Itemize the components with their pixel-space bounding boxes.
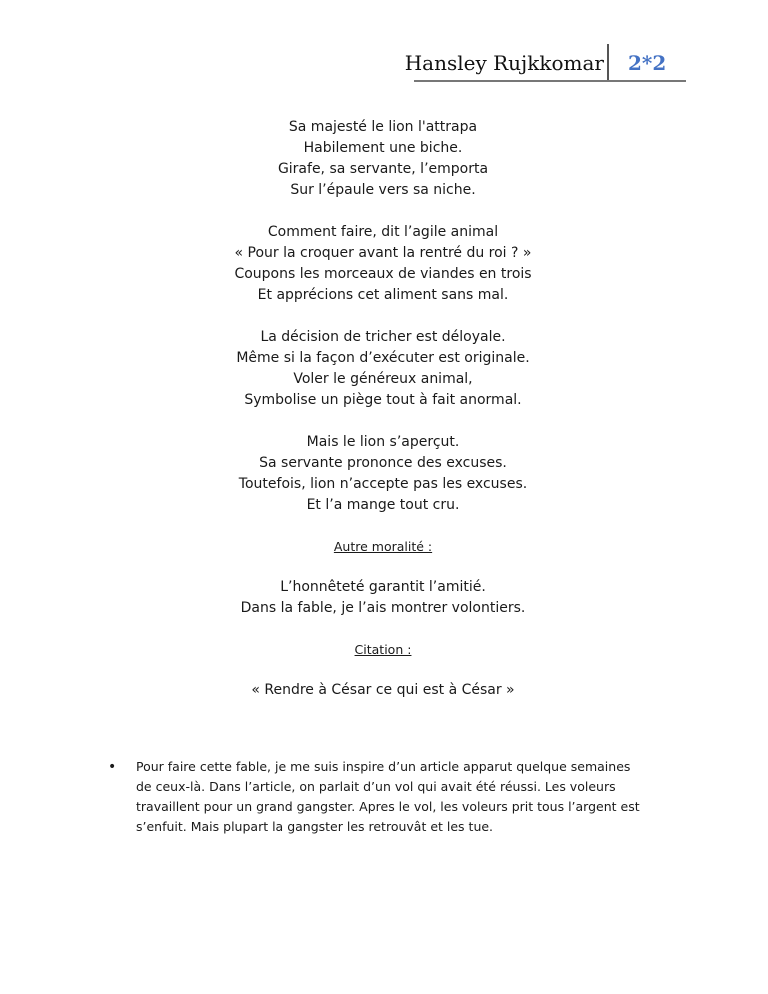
citation-text: « Rendre à César ce qui est à César »	[251, 682, 515, 698]
poem-line: Voler le généreux animal,	[293, 371, 473, 387]
poem-line: Girafe, sa servante, l’emporta	[277, 161, 489, 177]
poem-line: Sa servante prononce des excuses.	[259, 455, 507, 471]
poem-line: Sur l’épaule vers sa niche.	[290, 182, 476, 198]
stanza	[150, 432, 616, 516]
page-header	[0, 0, 768, 84]
poem-line: Même si la façon d’exécuter est originale.	[236, 350, 530, 366]
note-item	[108, 757, 648, 837]
note-list	[108, 757, 648, 837]
stanza	[150, 117, 616, 201]
header-rule	[414, 80, 686, 82]
poem-line: La décision de tricher est déloyale.	[260, 329, 506, 345]
poem-line: Symbolise un piège tout à fait anormal.	[244, 392, 522, 408]
poem-line: « Pour la croquer avant la rentré du roi ? »	[234, 245, 532, 261]
bullet-icon: •	[108, 759, 117, 775]
poem-line: Mais le lion s’aperçut.	[306, 434, 460, 450]
stanza	[150, 327, 616, 411]
stanza	[150, 222, 616, 306]
poem-line: Comment faire, dit l’agile animal	[267, 224, 499, 240]
moral-line: Dans la fable, je l’ais montrer volontiers.	[240, 600, 526, 616]
citation-heading: Citation :	[354, 642, 412, 657]
poem-line: Et apprécions cet aliment sans mal.	[257, 287, 509, 303]
poem-line: Sa majesté le lion l'attrapa	[288, 119, 478, 135]
moral-stanza	[150, 577, 616, 619]
poem-line: Et l’a mange tout cru.	[306, 497, 460, 513]
note-text: Pour faire cette fable, je me suis inspire d’un article apparut quelque semaines de ceux-là. Dans l’article, on parlait d’un vol qui avait été réussi. Les voleurs travaillent pour un grand gangster. Apres le vol, les voleurs prit tous l’argent est s’enfuit. Mais plupart la gangster les retrouvât et les tue.	[136, 759, 640, 834]
header-separator	[607, 44, 609, 82]
class-label: 2*2	[628, 51, 667, 75]
poem-line: Habilement une biche.	[303, 140, 463, 156]
moral-line: L’honnêteté garantit l’amitié.	[280, 579, 486, 595]
poem-line: Coupons les morceaux de viandes en trois	[234, 266, 532, 282]
moral-heading: Autre moralité :	[333, 539, 433, 554]
poem	[150, 117, 616, 701]
author-name: Hansley Rujkkomar	[404, 51, 604, 75]
poem-line: Toutefois, lion n’accepte pas les excuses.	[238, 476, 528, 492]
